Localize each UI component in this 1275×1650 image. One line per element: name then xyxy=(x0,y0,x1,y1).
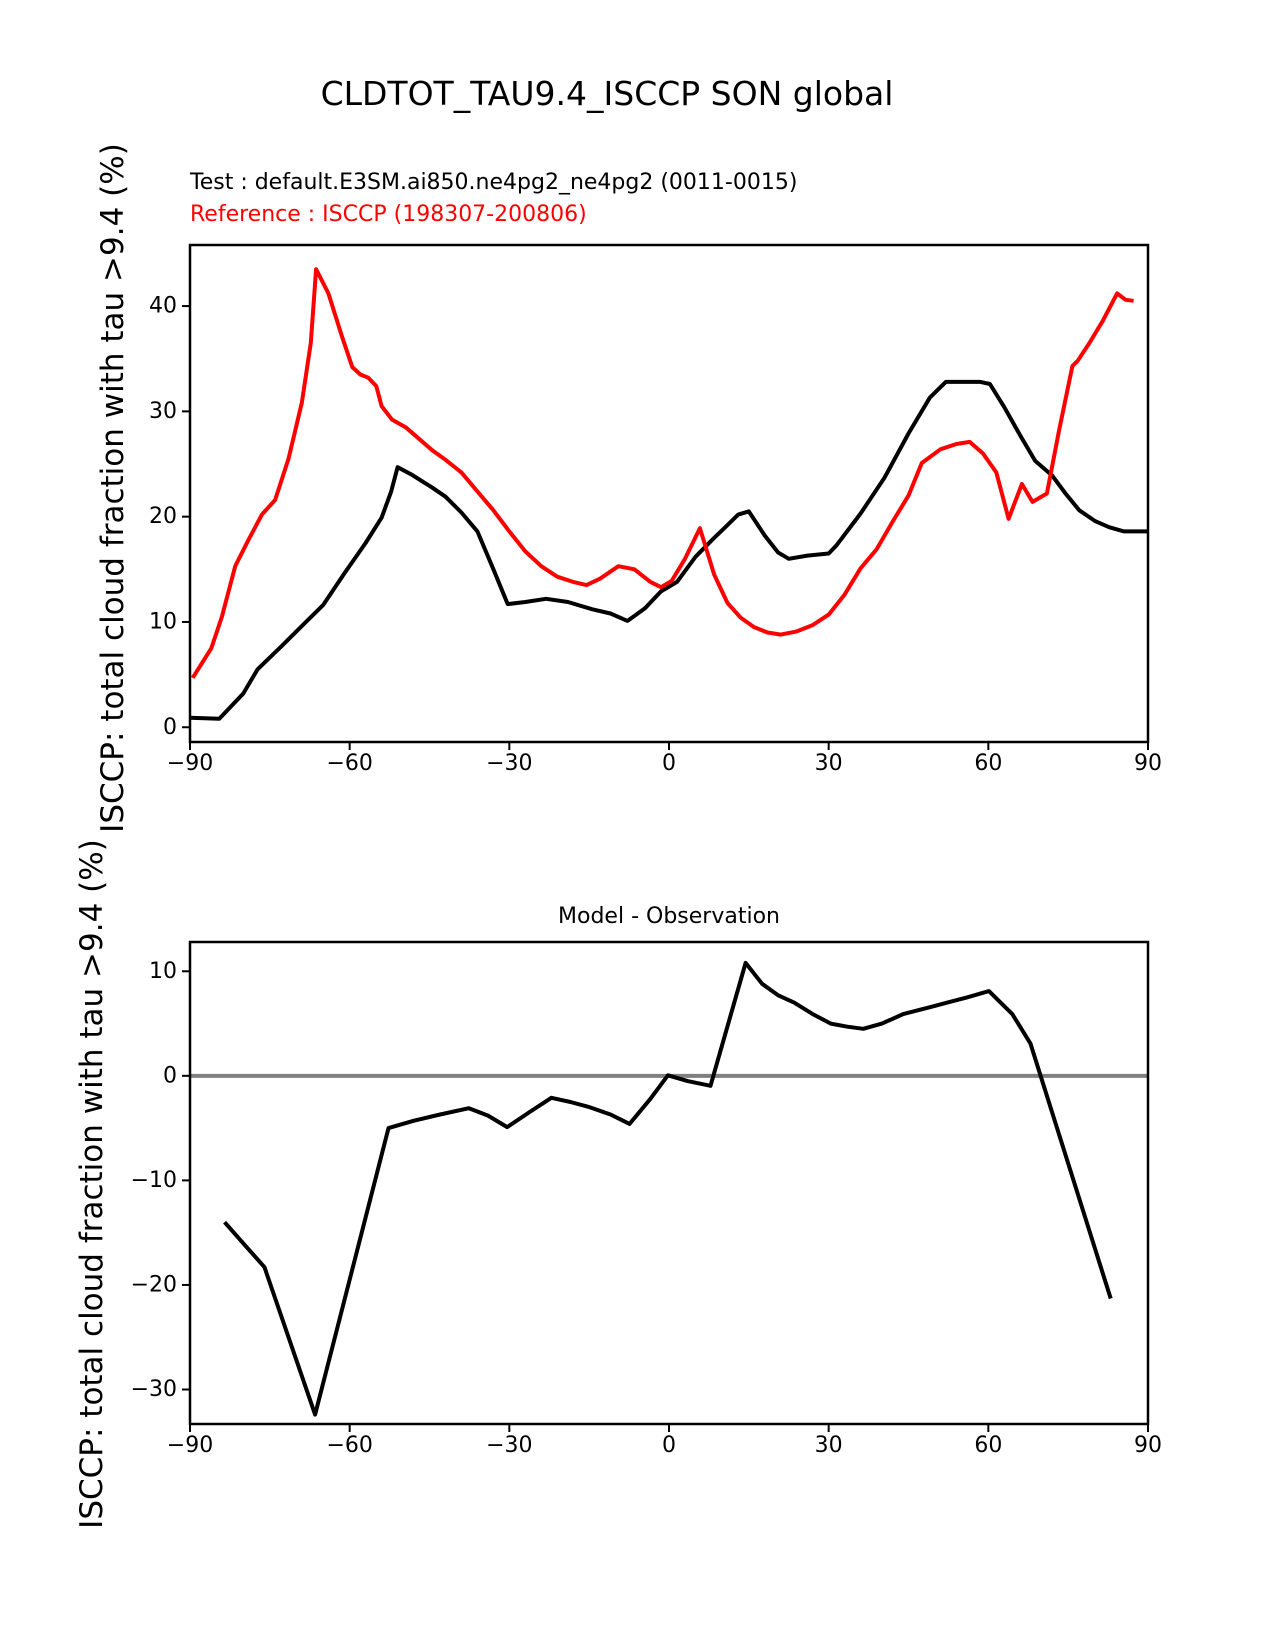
x-tick-label: −60 xyxy=(326,1433,373,1458)
y-tick-label: 20 xyxy=(149,504,177,530)
y-tick-label: 40 xyxy=(149,293,177,319)
x-tick-label: −90 xyxy=(166,751,214,776)
x-tick-label: 0 xyxy=(662,751,676,776)
y-tick-label: 10 xyxy=(149,609,177,635)
series-line-0 xyxy=(190,382,1148,719)
axes-frame xyxy=(190,245,1148,742)
y-tick-label: −10 xyxy=(130,1167,177,1193)
axes-frame xyxy=(190,942,1148,1424)
x-tick-label: −30 xyxy=(486,1433,533,1458)
x-tick-label: −90 xyxy=(166,1433,214,1458)
x-tick-label: −60 xyxy=(326,751,373,776)
x-tick-label: 30 xyxy=(814,1433,843,1458)
y-tick-label: −20 xyxy=(130,1272,177,1298)
y-tick-label: 10 xyxy=(149,958,177,984)
bottom-chart xyxy=(131,942,1162,1458)
figure-title: CLDTOT_TAU9.4_ISCCP SON global xyxy=(320,74,894,113)
x-tick-label: 90 xyxy=(1134,751,1162,776)
x-tick-label: 90 xyxy=(1134,1433,1162,1458)
x-tick-label: 30 xyxy=(814,751,843,776)
y-tick-label: 30 xyxy=(149,398,177,424)
x-tick-label: 60 xyxy=(974,1433,1003,1458)
difference-plot-title: Model - Observation xyxy=(558,904,780,929)
top-chart xyxy=(149,245,1162,776)
test-run-label: Test : default.E3SM.ai850.ne4pg2_ne4pg2 (0011-0015) xyxy=(190,170,798,195)
top-y-axis-label: ISCCP: total cloud fraction with tau >9.4 (%) xyxy=(95,143,131,833)
x-tick-label: 60 xyxy=(974,751,1003,776)
y-tick-label: 0 xyxy=(163,1063,177,1089)
x-tick-label: −30 xyxy=(486,751,533,776)
series-line-1 xyxy=(193,269,1134,678)
series-line-0 xyxy=(225,963,1111,1415)
x-tick-label: 0 xyxy=(662,1433,676,1458)
bottom-y-axis-label: ISCCP: total cloud fraction with tau >9.4 (%) xyxy=(74,839,110,1529)
reference-run-label: Reference : ISCCP (198307-200806) xyxy=(190,202,587,227)
y-tick-label: −30 xyxy=(130,1376,177,1402)
y-tick-label: 0 xyxy=(163,714,177,740)
